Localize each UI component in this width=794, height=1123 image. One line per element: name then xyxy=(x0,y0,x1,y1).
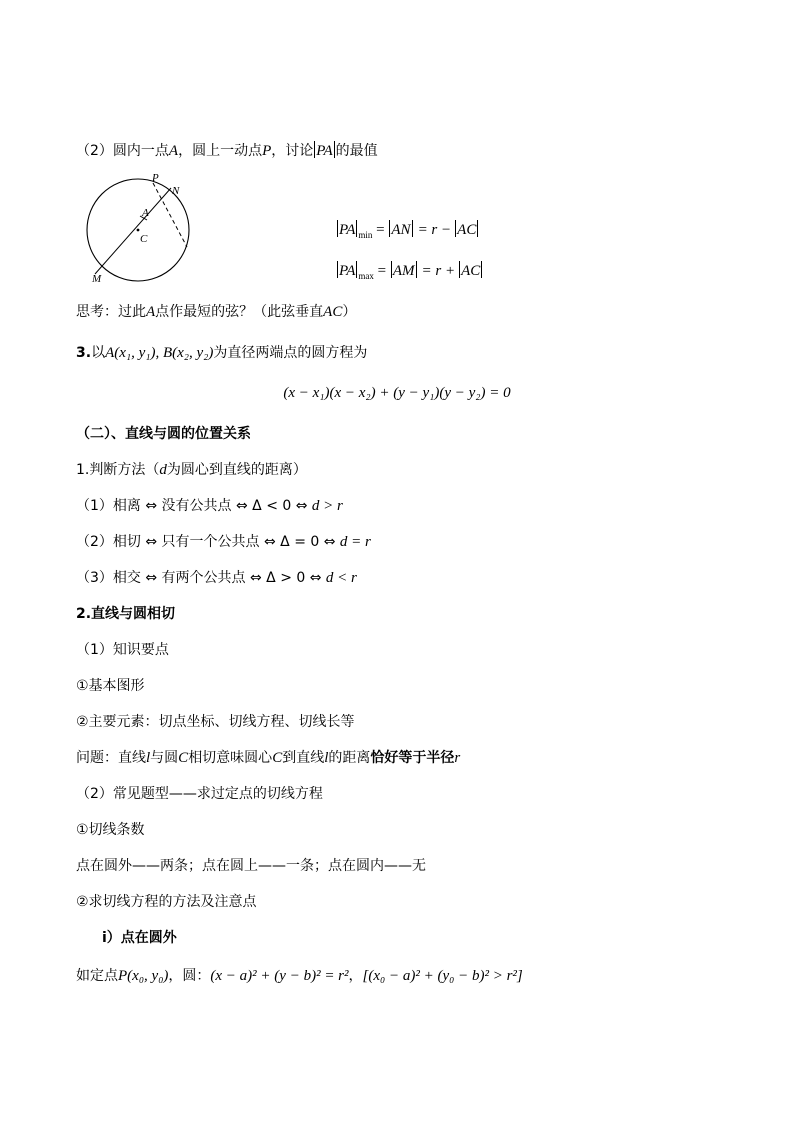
math-c: C xyxy=(272,750,283,766)
label-a: A xyxy=(142,207,149,219)
text: 点作最短的弦？（此弦垂直 xyxy=(155,304,324,320)
case-item xyxy=(76,568,357,588)
math-c: C xyxy=(178,750,189,766)
circle-diagram xyxy=(78,168,198,288)
math-pa: PA xyxy=(316,143,333,159)
label-p: P xyxy=(152,172,159,184)
text: 相切意味圆心 xyxy=(188,750,273,766)
text: 问题：直线 xyxy=(76,750,146,766)
case-item xyxy=(76,532,371,552)
math-l: l xyxy=(324,750,329,766)
text: ，讨论 xyxy=(271,143,314,159)
text: ，圆上一动点 xyxy=(178,143,263,159)
case-item xyxy=(76,496,343,516)
math-d: d xyxy=(159,462,167,478)
label-c: C xyxy=(140,233,148,245)
math-r: r xyxy=(454,750,461,766)
sub-min: min xyxy=(358,229,373,240)
math-eq: = r + xyxy=(421,263,456,279)
label-m: M xyxy=(92,273,102,285)
case-math: d = r xyxy=(339,534,371,550)
knowledge-heading: （1）知识要点 xyxy=(76,642,169,658)
judge-method xyxy=(76,460,307,480)
math-eq: = r − xyxy=(417,222,452,238)
text: 的距离 xyxy=(328,750,371,766)
math-am: AM xyxy=(392,263,415,279)
line-pa xyxy=(153,183,187,247)
formula-max: PA $_{max}$ = AM = r + AC xyxy=(339,263,481,281)
case-text: （2）相切 ⇔ 只有一个公共点 ⇔ Δ = 0 ⇔ xyxy=(76,534,340,550)
label-n: N xyxy=(172,185,180,197)
text: 1.判断方法（ xyxy=(76,462,160,478)
section-number: 3. xyxy=(76,345,92,361)
math-condition: [(x₀ − a)² + (y₀ − b)² > r²] xyxy=(362,968,523,984)
section-title: （二）、直线与圆的位置关系 xyxy=(76,426,251,442)
center-dot xyxy=(137,229,140,232)
case-text: （1）相离 ⇔ 没有公共点 ⇔ Δ < 0 ⇔ xyxy=(76,498,312,514)
section-2-heading xyxy=(76,141,378,161)
think-line xyxy=(76,302,356,322)
math-point: P(x₀, y₀) xyxy=(118,968,169,984)
text: 为圆心到直线的距离） xyxy=(166,462,307,478)
math-an: AN xyxy=(391,222,411,238)
text: 到直线 xyxy=(282,750,325,766)
sub-max: max xyxy=(358,270,374,281)
diameter-equation xyxy=(0,383,794,403)
point-outside: i）点在圆外 xyxy=(102,930,177,946)
math-ac: AC xyxy=(461,263,481,279)
method-heading: ②求切线方程的方法及注意点 xyxy=(76,894,257,910)
math-points: A(x₁, y₁), B(x₂, y₂) xyxy=(105,345,214,361)
text: ，圆： xyxy=(168,968,211,984)
chord-mn xyxy=(95,188,171,274)
math-l: l xyxy=(146,750,151,766)
math-pa: PA xyxy=(339,263,356,279)
given-line xyxy=(76,966,523,986)
basic-shape: ①基本图形 xyxy=(76,678,145,694)
math-a: A xyxy=(168,143,179,159)
case-math: d > r xyxy=(311,498,343,514)
text: 思考：过此 xyxy=(76,304,146,320)
text: 与圆 xyxy=(150,750,179,766)
text: 的最值 xyxy=(335,143,378,159)
text: （2）圆内一点 xyxy=(76,143,169,159)
text: ， xyxy=(348,968,363,984)
section-3-heading xyxy=(76,343,367,363)
math-pa: PA xyxy=(339,222,356,238)
formula-min: PA $_{min}$ = AN = r − AC xyxy=(339,222,477,240)
case-text: （3）相交 ⇔ 有两个公共点 ⇔ Δ > 0 ⇔ xyxy=(76,570,326,586)
case-math: d < r xyxy=(325,570,357,586)
common-types: （2）常见题型——求过定点的切线方程 xyxy=(76,786,323,802)
text: ） xyxy=(342,304,357,320)
math-ac: AC xyxy=(457,222,477,238)
tangent-title: 2.直线与圆相切 xyxy=(76,606,176,622)
math-equation: (x − x₁)(x − x₂) + (y − y₁)(y − y₂) = 0 xyxy=(283,385,511,401)
text: 如定点 xyxy=(76,968,118,984)
main-elements: ②主要元素：切点坐标、切线方程、切线长等 xyxy=(76,714,355,730)
tangent-count: ①切线条数 xyxy=(76,822,145,838)
math-p: P xyxy=(262,143,272,159)
bold-text: 恰好等于半径 xyxy=(370,750,455,766)
text: 以 xyxy=(91,345,106,361)
tangent-count-desc: 点在圆外——两条；点在圆上——一条；点在圆内——无 xyxy=(76,858,426,874)
math-circle: (x − a)² + (y − b)² = r² xyxy=(210,968,349,984)
text: 为直径两端点的圆方程为 xyxy=(213,345,368,361)
math-ac: AC xyxy=(323,304,343,320)
question-line xyxy=(76,748,460,768)
math-a: A xyxy=(146,304,156,320)
